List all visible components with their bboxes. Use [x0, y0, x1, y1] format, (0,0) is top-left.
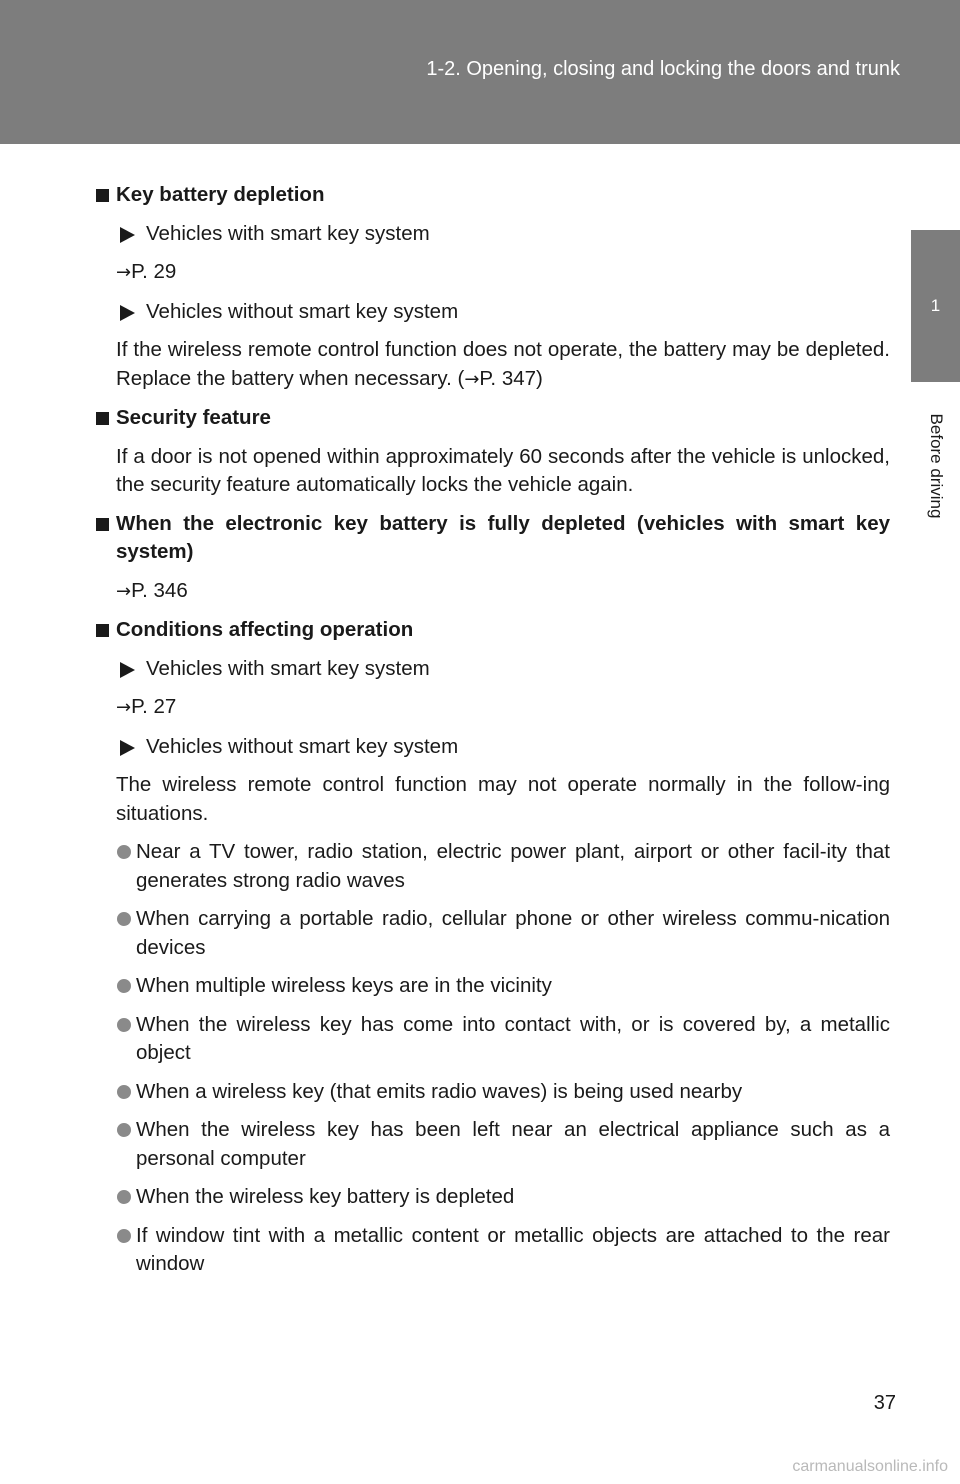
- square-bullet-icon: [96, 518, 109, 531]
- right-arrow-icon: →: [116, 262, 132, 283]
- page-number: 37: [873, 1392, 896, 1414]
- inline-page-reference[interactable]: [457, 367, 542, 390]
- triangle-pointer-icon: [120, 227, 135, 243]
- section-title-conditions: [96, 616, 890, 645]
- list-item-text: When the wireless key battery is depleted: [136, 1185, 515, 1208]
- page-content: [96, 181, 890, 1279]
- sub-heading: [96, 733, 890, 762]
- watermark: carmanualsonline.info: [792, 1458, 948, 1475]
- circle-bullet-icon: [117, 1123, 131, 1137]
- page-reference[interactable]: [96, 258, 890, 288]
- sub-heading-text: Vehicles without smart key system: [146, 299, 459, 323]
- chapter-title: 1-2. Opening, closing and locking the doors and trunk: [426, 58, 900, 80]
- section-title-key-battery: [96, 181, 890, 210]
- circle-bullet-icon: [117, 912, 131, 926]
- side-tab: [911, 382, 960, 550]
- triangle-pointer-icon: [120, 305, 135, 321]
- triangle-pointer-icon: [120, 740, 135, 756]
- list-item: [96, 1116, 890, 1173]
- page-reference-text: P. 27: [131, 695, 177, 718]
- right-arrow-icon: →: [464, 368, 480, 390]
- square-bullet-icon: [96, 624, 109, 637]
- list-item-text: When multiple wireless keys are in the vicinity: [136, 974, 552, 997]
- sub-heading-text: Vehicles without smart key system: [146, 734, 459, 758]
- list-item-text: When the wireless key has been left near an electrical appliance such as a personal computer: [136, 1118, 890, 1170]
- sub-heading: [96, 220, 890, 249]
- list-item-text: When a wireless key (that emits radio waves) is being used nearby: [136, 1079, 743, 1103]
- page-reference-text: P. 29: [131, 260, 177, 283]
- circle-bullet-icon: [117, 1229, 131, 1243]
- side-tab-number: 1: [911, 230, 960, 382]
- circle-bullet-icon: [117, 1190, 131, 1204]
- list-item: [96, 1078, 890, 1107]
- square-bullet-icon: [96, 412, 109, 425]
- side-tab-label: Before driving: [926, 413, 946, 519]
- circle-bullet-icon: [117, 845, 131, 859]
- sub-heading: [96, 298, 890, 327]
- paren-open: (: [457, 366, 465, 390]
- section-title-text: When the electronic key battery is fully depleted (vehicles with smart key system): [116, 511, 890, 563]
- section-title-security: [96, 404, 890, 433]
- page-reference-text: P. 346: [131, 578, 188, 602]
- square-bullet-icon: [96, 189, 109, 202]
- sub-heading-text: Vehicles with smart key system: [146, 656, 430, 680]
- list-item: [96, 1183, 890, 1212]
- list-item: [96, 905, 890, 962]
- paragraph: The wireless remote control function may not operate normally in the follow-ing situations.: [116, 773, 890, 825]
- page-reference[interactable]: [96, 577, 890, 607]
- list-item-text: If window tint with a metallic content or metallic objects are attached to the rear window: [136, 1223, 890, 1275]
- list-item-text: When the wireless key has come into contact with, or is covered by, a metallic object: [136, 1012, 890, 1064]
- list-item: [96, 972, 890, 1001]
- page-reference-text: P. 347): [479, 366, 543, 390]
- page-header: [0, 0, 960, 144]
- paragraph-text: If the wireless remote control function does not operate, the battery may be depleted. Replace the battery when necessary.: [116, 338, 890, 390]
- circle-bullet-icon: [117, 1085, 131, 1099]
- paragraph: If a door is not opened within approximately 60 seconds after the vehicle is unlocked, the security feature automatically locks the vehicle again.: [116, 444, 890, 496]
- right-arrow-icon: →: [116, 697, 132, 718]
- paragraph: [96, 336, 890, 394]
- sub-heading-text: Vehicles with smart key system: [146, 221, 430, 245]
- list-item-text: When carrying a portable radio, cellular phone or other wireless commu-nication devices: [136, 907, 890, 959]
- section-title-text: Conditions affecting operation: [116, 618, 414, 641]
- sub-heading: [96, 655, 890, 684]
- triangle-pointer-icon: [120, 662, 135, 678]
- list-item-text: Near a TV tower, radio station, electric power plant, airport or other facil-ity that generates strong radio waves: [136, 840, 890, 892]
- right-arrow-icon: →: [116, 580, 132, 602]
- list-item: [96, 1222, 890, 1279]
- page-reference[interactable]: [96, 693, 890, 723]
- section-title-text: Security feature: [116, 406, 271, 429]
- list-item: [96, 838, 890, 895]
- circle-bullet-icon: [117, 979, 131, 993]
- section-title-electronic-key: [96, 510, 890, 567]
- section-title-text: Key battery depletion: [116, 183, 325, 206]
- list-item: [96, 1011, 890, 1068]
- circle-bullet-icon: [117, 1018, 131, 1032]
